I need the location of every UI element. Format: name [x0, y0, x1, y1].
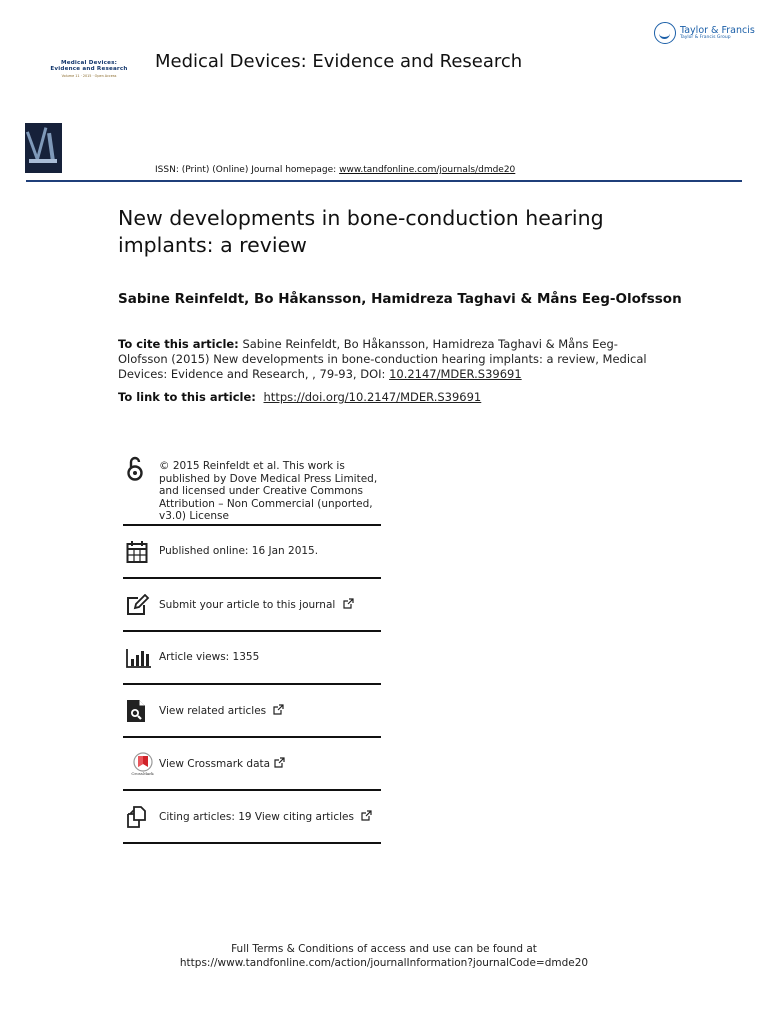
crossmark-icon: [132, 752, 154, 772]
publisher-name: Taylor & Francis: [680, 24, 755, 36]
cite-doi-link[interactable]: 10.2147/MDER.S39691: [389, 367, 522, 381]
crossmark-row[interactable]: [123, 738, 381, 791]
license-row: [123, 448, 381, 526]
cite-text: Sabine Reinfeldt, Bo Håkansson, Hamidreza Taghavi & Måns Eeg-Olofsson (2015) New developments in bone-conduction hearing implants: a review, Medical Devices: Evidence and Research, , 79-93, DOI:: [118, 337, 647, 381]
article-info-panel: [123, 448, 381, 844]
citing-articles-icon: [126, 806, 150, 828]
publisher-logo[interactable]: [654, 22, 755, 44]
submit-label[interactable]: Submit your article to this journal: [159, 598, 336, 611]
open-access-icon: [126, 456, 144, 482]
journal-title: Medical Devices: Evidence and Research: [155, 51, 523, 72]
citing-label[interactable]: Citing articles: 19 View citing articles: [159, 810, 354, 823]
related-label[interactable]: View related articles: [159, 704, 267, 717]
views-text: Article views: 1355: [159, 651, 260, 664]
external-link-icon: [274, 757, 285, 768]
footer-line1: Full Terms & Conditions of access and use can be found at: [231, 943, 537, 955]
citation: [118, 337, 658, 382]
citing-row[interactable]: [123, 791, 381, 844]
related-articles-icon: [126, 699, 146, 723]
external-link-icon: [273, 704, 284, 715]
journal-cover-image: [25, 123, 62, 173]
submit-text[interactable]: [159, 598, 354, 612]
published-row: [123, 526, 381, 579]
publisher-logo-icon: [654, 22, 676, 44]
footer: [0, 942, 768, 970]
publisher-sub: Taylor & Francis Group: [680, 35, 731, 40]
journal-logo-line1: Medical Devices:: [60, 60, 118, 66]
journal-logo-line3: Volume 11 · 2015 · Open Access: [61, 73, 117, 78]
crossmark-text[interactable]: [159, 757, 285, 771]
citing-text[interactable]: [159, 810, 372, 824]
article-title: New developments in bone-conduction hearing implants: a review: [118, 206, 604, 257]
views-row: [123, 632, 381, 685]
journal-logo: [46, 60, 132, 79]
calendar-icon: [126, 540, 148, 564]
external-link-icon: [361, 810, 372, 821]
submit-row[interactable]: [123, 579, 381, 632]
crossmark-icon-label: CrossMark: [131, 770, 154, 776]
article-link-line: [118, 390, 481, 404]
article-authors: Sabine Reinfeldt, Bo Håkansson, Hamidreza Taghavi & Måns Eeg-Olofsson: [118, 291, 682, 307]
issn-line: [155, 165, 515, 175]
external-link-icon: [343, 598, 354, 609]
related-row[interactable]: [123, 685, 381, 738]
bar-chart-icon: [126, 648, 152, 668]
footer-terms-link[interactable]: https://www.tandfonline.com/action/journalInformation?journalCode=dmde20: [179, 957, 589, 969]
journal-homepage-link[interactable]: www.tandfonline.com/journals/dmde20: [339, 165, 516, 175]
journal-logo-line2: Evidence and Research: [50, 66, 128, 73]
issn-text: ISSN: (Print) (Online) Journal homepage:: [155, 165, 337, 175]
edit-icon: [126, 594, 150, 616]
cite-label: To cite this article:: [118, 337, 239, 351]
crossmark-label[interactable]: View Crossmark data: [159, 757, 271, 770]
license-text: © 2015 Reinfeldt et al. This work is published by Dove Medical Press Limited, and licensed under Creative Commons Attribution – Non Commercial (unported, v3.0) License: [159, 460, 378, 522]
published-text: Published online: 16 Jan 2015.: [159, 545, 319, 558]
header-divider: [26, 180, 742, 182]
link-label: To link to this article:: [118, 390, 256, 404]
related-text[interactable]: [159, 704, 284, 718]
article-doi-link[interactable]: https://doi.org/10.2147/MDER.S39691: [263, 390, 482, 404]
